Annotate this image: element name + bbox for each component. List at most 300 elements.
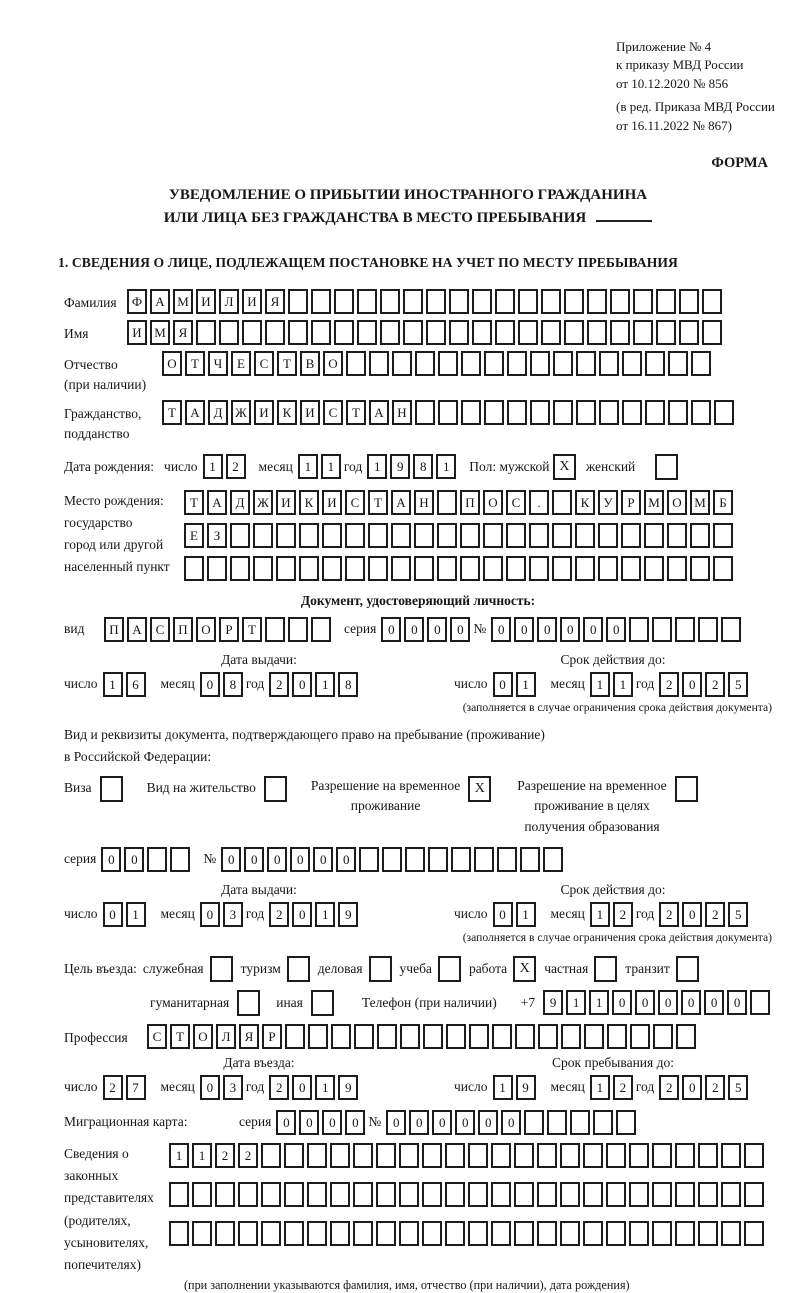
sex-female-checkbox[interactable]	[655, 454, 678, 480]
char-cell[interactable]	[537, 1221, 557, 1246]
char-cell[interactable]: 1	[169, 1143, 189, 1168]
char-cell[interactable]	[616, 1110, 636, 1135]
char-cell[interactable]	[380, 289, 400, 314]
char-cell[interactable]: 0	[292, 1075, 312, 1100]
char-cell[interactable]: Е	[231, 351, 251, 376]
char-cell[interactable]: С	[150, 617, 170, 642]
char-cell[interactable]	[543, 847, 563, 872]
char-cell[interactable]	[656, 320, 676, 345]
char-cell[interactable]	[702, 289, 722, 314]
char-cell[interactable]: Т	[184, 490, 204, 515]
char-cell[interactable]	[630, 1024, 650, 1049]
char-cell[interactable]	[414, 556, 434, 581]
char-cell[interactable]: Н	[414, 490, 434, 515]
char-cell[interactable]	[560, 1182, 580, 1207]
char-cell[interactable]	[676, 1024, 696, 1049]
char-cell[interactable]: 1	[590, 1075, 610, 1100]
char-cell[interactable]	[330, 1221, 350, 1246]
char-cell[interactable]: 1	[589, 990, 609, 1015]
char-cell[interactable]	[423, 1024, 443, 1049]
char-cell[interactable]	[285, 1024, 305, 1049]
char-cell[interactable]: О	[193, 1024, 213, 1049]
char-cell[interactable]: 0	[493, 672, 513, 697]
char-cell[interactable]: 2	[613, 1075, 633, 1100]
char-cell[interactable]: 0	[427, 617, 447, 642]
char-cell[interactable]	[461, 351, 481, 376]
char-cell[interactable]: 7	[126, 1075, 146, 1100]
char-cell[interactable]	[652, 1182, 672, 1207]
char-cell[interactable]: 0	[478, 1110, 498, 1135]
char-cell[interactable]: 0	[682, 1075, 702, 1100]
char-cell[interactable]: 0	[501, 1110, 521, 1135]
char-cell[interactable]: 1	[493, 1075, 513, 1100]
char-cell[interactable]: 1	[590, 672, 610, 697]
char-cell[interactable]	[629, 1182, 649, 1207]
char-cell[interactable]	[702, 320, 722, 345]
char-cell[interactable]	[514, 1143, 534, 1168]
char-cell[interactable]	[391, 523, 411, 548]
char-cell[interactable]: П	[173, 617, 193, 642]
char-cell[interactable]: 0	[432, 1110, 452, 1135]
char-cell[interactable]	[698, 1182, 718, 1207]
char-cell[interactable]: П	[460, 490, 480, 515]
char-cell[interactable]	[497, 847, 517, 872]
char-cell[interactable]: 1	[315, 902, 335, 927]
char-cell[interactable]: 5	[728, 672, 748, 697]
purpose-work-checkbox[interactable]: X	[513, 956, 536, 982]
char-cell[interactable]: 2	[705, 902, 725, 927]
char-cell[interactable]	[253, 556, 273, 581]
char-cell[interactable]: 0	[409, 1110, 429, 1135]
char-cell[interactable]: Л	[216, 1024, 236, 1049]
char-cell[interactable]	[469, 1024, 489, 1049]
char-cell[interactable]	[403, 289, 423, 314]
char-cell[interactable]	[345, 523, 365, 548]
char-cell[interactable]: 0	[200, 1075, 220, 1100]
char-cell[interactable]	[468, 1143, 488, 1168]
char-cell[interactable]	[621, 556, 641, 581]
char-cell[interactable]	[530, 400, 550, 425]
char-cell[interactable]	[653, 1024, 673, 1049]
char-cell[interactable]	[675, 1182, 695, 1207]
char-cell[interactable]	[215, 1182, 235, 1207]
char-cell[interactable]	[606, 1221, 626, 1246]
char-cell[interactable]	[357, 289, 377, 314]
char-cell[interactable]	[537, 1182, 557, 1207]
char-cell[interactable]	[230, 523, 250, 548]
char-cell[interactable]: 2	[705, 672, 725, 697]
char-cell[interactable]: 0	[491, 617, 511, 642]
char-cell[interactable]	[284, 1182, 304, 1207]
char-cell[interactable]: 1	[590, 902, 610, 927]
char-cell[interactable]: К	[299, 490, 319, 515]
char-cell[interactable]: 0	[404, 617, 424, 642]
char-cell[interactable]	[169, 1182, 189, 1207]
char-cell[interactable]: Т	[185, 351, 205, 376]
char-cell[interactable]	[570, 1110, 590, 1135]
char-cell[interactable]: О	[667, 490, 687, 515]
char-cell[interactable]: 0	[103, 902, 123, 927]
char-cell[interactable]	[299, 556, 319, 581]
char-cell[interactable]	[560, 1221, 580, 1246]
char-cell[interactable]	[575, 556, 595, 581]
char-cell[interactable]	[261, 1182, 281, 1207]
char-cell[interactable]	[515, 1024, 535, 1049]
char-cell[interactable]: 0	[612, 990, 632, 1015]
char-cell[interactable]	[520, 847, 540, 872]
char-cell[interactable]: М	[150, 320, 170, 345]
char-cell[interactable]	[675, 1221, 695, 1246]
char-cell[interactable]	[265, 320, 285, 345]
char-cell[interactable]	[261, 1221, 281, 1246]
char-cell[interactable]	[368, 556, 388, 581]
char-cell[interactable]: 1	[436, 454, 456, 479]
char-cell[interactable]	[552, 523, 572, 548]
char-cell[interactable]: С	[506, 490, 526, 515]
purpose-humanitarian-checkbox[interactable]	[237, 990, 260, 1016]
char-cell[interactable]	[679, 289, 699, 314]
char-cell[interactable]	[714, 400, 734, 425]
char-cell[interactable]	[276, 523, 296, 548]
purpose-official-checkbox[interactable]	[210, 956, 233, 982]
char-cell[interactable]	[721, 617, 741, 642]
char-cell[interactable]	[553, 400, 573, 425]
char-cell[interactable]	[483, 523, 503, 548]
purpose-tourism-checkbox[interactable]	[287, 956, 310, 982]
char-cell[interactable]	[369, 351, 389, 376]
char-cell[interactable]: .	[529, 490, 549, 515]
char-cell[interactable]	[242, 320, 262, 345]
char-cell[interactable]	[529, 523, 549, 548]
char-cell[interactable]	[359, 847, 379, 872]
char-cell[interactable]	[584, 1024, 604, 1049]
char-cell[interactable]	[215, 1221, 235, 1246]
char-cell[interactable]: 1	[321, 454, 341, 479]
char-cell[interactable]: О	[483, 490, 503, 515]
char-cell[interactable]	[474, 847, 494, 872]
char-cell[interactable]	[422, 1221, 442, 1246]
char-cell[interactable]: Я	[265, 289, 285, 314]
char-cell[interactable]: К	[277, 400, 297, 425]
char-cell[interactable]	[593, 1110, 613, 1135]
char-cell[interactable]	[606, 1143, 626, 1168]
char-cell[interactable]	[376, 1221, 396, 1246]
char-cell[interactable]	[445, 1182, 465, 1207]
char-cell[interactable]: Т	[277, 351, 297, 376]
char-cell[interactable]	[307, 1143, 327, 1168]
char-cell[interactable]	[541, 320, 561, 345]
char-cell[interactable]	[353, 1143, 373, 1168]
char-cell[interactable]	[506, 523, 526, 548]
char-cell[interactable]	[415, 351, 435, 376]
char-cell[interactable]	[196, 320, 216, 345]
temp-residence-checkbox[interactable]: X	[468, 776, 491, 802]
char-cell[interactable]: О	[196, 617, 216, 642]
char-cell[interactable]	[679, 320, 699, 345]
char-cell[interactable]	[380, 320, 400, 345]
char-cell[interactable]	[518, 320, 538, 345]
char-cell[interactable]: О	[323, 351, 343, 376]
char-cell[interactable]: 2	[269, 1075, 289, 1100]
char-cell[interactable]: 1	[203, 454, 223, 479]
char-cell[interactable]: 0	[221, 847, 241, 872]
char-cell[interactable]	[621, 523, 641, 548]
purpose-study-checkbox[interactable]	[438, 956, 461, 982]
char-cell[interactable]	[219, 320, 239, 345]
char-cell[interactable]: 9	[543, 990, 563, 1015]
char-cell[interactable]	[514, 1221, 534, 1246]
char-cell[interactable]: Т	[242, 617, 262, 642]
char-cell[interactable]	[713, 523, 733, 548]
char-cell[interactable]: 3	[223, 1075, 243, 1100]
char-cell[interactable]	[629, 1143, 649, 1168]
char-cell[interactable]	[560, 1143, 580, 1168]
char-cell[interactable]: А	[207, 490, 227, 515]
char-cell[interactable]: 0	[560, 617, 580, 642]
char-cell[interactable]: М	[173, 289, 193, 314]
char-cell[interactable]: Ч	[208, 351, 228, 376]
char-cell[interactable]: 2	[705, 1075, 725, 1100]
char-cell[interactable]	[506, 556, 526, 581]
char-cell[interactable]: 8	[223, 672, 243, 697]
char-cell[interactable]	[311, 320, 331, 345]
char-cell[interactable]	[652, 617, 672, 642]
char-cell[interactable]: С	[345, 490, 365, 515]
char-cell[interactable]: 9	[390, 454, 410, 479]
char-cell[interactable]	[537, 1143, 557, 1168]
purpose-other-checkbox[interactable]	[311, 990, 334, 1016]
char-cell[interactable]	[721, 1221, 741, 1246]
char-cell[interactable]	[334, 320, 354, 345]
char-cell[interactable]	[518, 289, 538, 314]
char-cell[interactable]	[399, 1182, 419, 1207]
char-cell[interactable]	[147, 847, 167, 872]
visa-checkbox[interactable]	[100, 776, 123, 802]
char-cell[interactable]	[253, 523, 273, 548]
char-cell[interactable]: С	[147, 1024, 167, 1049]
char-cell[interactable]	[629, 617, 649, 642]
char-cell[interactable]	[382, 847, 402, 872]
char-cell[interactable]	[330, 1182, 350, 1207]
char-cell[interactable]	[192, 1221, 212, 1246]
char-cell[interactable]	[392, 351, 412, 376]
char-cell[interactable]: 0	[514, 617, 534, 642]
char-cell[interactable]	[607, 1024, 627, 1049]
char-cell[interactable]: Т	[162, 400, 182, 425]
char-cell[interactable]: 0	[493, 902, 513, 927]
char-cell[interactable]: 0	[345, 1110, 365, 1135]
char-cell[interactable]	[629, 1221, 649, 1246]
char-cell[interactable]	[468, 1182, 488, 1207]
purpose-transit-checkbox[interactable]	[676, 956, 699, 982]
char-cell[interactable]	[576, 351, 596, 376]
char-cell[interactable]	[422, 1143, 442, 1168]
char-cell[interactable]	[483, 556, 503, 581]
char-cell[interactable]	[307, 1221, 327, 1246]
char-cell[interactable]: Ж	[253, 490, 273, 515]
char-cell[interactable]: У	[598, 490, 618, 515]
char-cell[interactable]	[633, 289, 653, 314]
char-cell[interactable]	[391, 556, 411, 581]
char-cell[interactable]: 8	[413, 454, 433, 479]
char-cell[interactable]	[561, 1024, 581, 1049]
char-cell[interactable]	[633, 320, 653, 345]
char-cell[interactable]	[491, 1182, 511, 1207]
char-cell[interactable]: 1	[126, 902, 146, 927]
char-cell[interactable]	[744, 1143, 764, 1168]
char-cell[interactable]	[377, 1024, 397, 1049]
char-cell[interactable]	[428, 847, 448, 872]
char-cell[interactable]	[308, 1024, 328, 1049]
char-cell[interactable]	[472, 289, 492, 314]
char-cell[interactable]	[403, 320, 423, 345]
char-cell[interactable]: В	[300, 351, 320, 376]
char-cell[interactable]	[299, 523, 319, 548]
char-cell[interactable]: 0	[313, 847, 333, 872]
char-cell[interactable]	[357, 320, 377, 345]
char-cell[interactable]	[460, 556, 480, 581]
char-cell[interactable]: 6	[126, 672, 146, 697]
char-cell[interactable]	[353, 1182, 373, 1207]
char-cell[interactable]	[575, 523, 595, 548]
char-cell[interactable]: С	[254, 351, 274, 376]
char-cell[interactable]	[599, 400, 619, 425]
char-cell[interactable]: 0	[658, 990, 678, 1015]
char-cell[interactable]: Л	[219, 289, 239, 314]
char-cell[interactable]: Я	[173, 320, 193, 345]
char-cell[interactable]	[721, 1143, 741, 1168]
char-cell[interactable]: К	[575, 490, 595, 515]
char-cell[interactable]	[399, 1143, 419, 1168]
char-cell[interactable]: З	[207, 523, 227, 548]
char-cell[interactable]: 0	[267, 847, 287, 872]
char-cell[interactable]	[468, 1221, 488, 1246]
char-cell[interactable]: 0	[704, 990, 724, 1015]
char-cell[interactable]	[644, 556, 664, 581]
char-cell[interactable]	[288, 289, 308, 314]
char-cell[interactable]	[698, 1221, 718, 1246]
char-cell[interactable]	[334, 289, 354, 314]
char-cell[interactable]	[311, 289, 331, 314]
char-cell[interactable]	[265, 617, 285, 642]
char-cell[interactable]	[610, 320, 630, 345]
char-cell[interactable]: 1	[516, 672, 536, 697]
char-cell[interactable]	[346, 351, 366, 376]
char-cell[interactable]: А	[185, 400, 205, 425]
char-cell[interactable]: 0	[299, 1110, 319, 1135]
char-cell[interactable]: 9	[338, 1075, 358, 1100]
char-cell[interactable]	[652, 1221, 672, 1246]
char-cell[interactable]	[667, 556, 687, 581]
char-cell[interactable]: 9	[338, 902, 358, 927]
char-cell[interactable]	[690, 556, 710, 581]
char-cell[interactable]: И	[242, 289, 262, 314]
char-cell[interactable]	[744, 1221, 764, 1246]
char-cell[interactable]	[345, 556, 365, 581]
char-cell[interactable]: 0	[276, 1110, 296, 1135]
char-cell[interactable]: 5	[728, 1075, 748, 1100]
char-cell[interactable]: 1	[192, 1143, 212, 1168]
char-cell[interactable]	[437, 490, 457, 515]
char-cell[interactable]: Я	[239, 1024, 259, 1049]
char-cell[interactable]: Р	[219, 617, 239, 642]
char-cell[interactable]: 2	[613, 902, 633, 927]
char-cell[interactable]: И	[300, 400, 320, 425]
char-cell[interactable]	[376, 1143, 396, 1168]
char-cell[interactable]	[713, 556, 733, 581]
char-cell[interactable]	[507, 400, 527, 425]
char-cell[interactable]	[353, 1221, 373, 1246]
char-cell[interactable]	[426, 289, 446, 314]
char-cell[interactable]: 2	[269, 902, 289, 927]
char-cell[interactable]	[552, 556, 572, 581]
char-cell[interactable]: Т	[346, 400, 366, 425]
char-cell[interactable]	[675, 617, 695, 642]
char-cell[interactable]	[495, 320, 515, 345]
char-cell[interactable]	[238, 1221, 258, 1246]
char-cell[interactable]	[698, 617, 718, 642]
char-cell[interactable]: Д	[208, 400, 228, 425]
char-cell[interactable]: С	[323, 400, 343, 425]
char-cell[interactable]	[538, 1024, 558, 1049]
char-cell[interactable]: 0	[290, 847, 310, 872]
temp-residence-education-checkbox[interactable]	[675, 776, 698, 802]
purpose-business-checkbox[interactable]	[369, 956, 392, 982]
char-cell[interactable]	[587, 320, 607, 345]
char-cell[interactable]	[169, 1221, 189, 1246]
char-cell[interactable]	[451, 847, 471, 872]
char-cell[interactable]: М	[644, 490, 664, 515]
char-cell[interactable]: 0	[606, 617, 626, 642]
char-cell[interactable]	[583, 1221, 603, 1246]
char-cell[interactable]: 0	[455, 1110, 475, 1135]
char-cell[interactable]	[507, 351, 527, 376]
char-cell[interactable]: 2	[226, 454, 246, 479]
char-cell[interactable]	[276, 556, 296, 581]
char-cell[interactable]	[491, 1221, 511, 1246]
char-cell[interactable]	[437, 556, 457, 581]
char-cell[interactable]	[698, 1143, 718, 1168]
char-cell[interactable]: 2	[238, 1143, 258, 1168]
char-cell[interactable]	[484, 351, 504, 376]
char-cell[interactable]	[576, 400, 596, 425]
char-cell[interactable]: 0	[682, 902, 702, 927]
char-cell[interactable]	[492, 1024, 512, 1049]
char-cell[interactable]: 8	[338, 672, 358, 697]
char-cell[interactable]	[192, 1182, 212, 1207]
char-cell[interactable]: Р	[262, 1024, 282, 1049]
char-cell[interactable]	[230, 556, 250, 581]
char-cell[interactable]	[414, 523, 434, 548]
char-cell[interactable]	[415, 400, 435, 425]
char-cell[interactable]: 0	[200, 902, 220, 927]
char-cell[interactable]	[405, 847, 425, 872]
char-cell[interactable]	[530, 351, 550, 376]
char-cell[interactable]: 0	[244, 847, 264, 872]
char-cell[interactable]	[541, 289, 561, 314]
char-cell[interactable]: И	[322, 490, 342, 515]
char-cell[interactable]	[449, 289, 469, 314]
char-cell[interactable]	[449, 320, 469, 345]
char-cell[interactable]: А	[150, 289, 170, 314]
residence-permit-checkbox[interactable]	[264, 776, 287, 802]
char-cell[interactable]: 1	[298, 454, 318, 479]
char-cell[interactable]: Б	[713, 490, 733, 515]
char-cell[interactable]: 0	[386, 1110, 406, 1135]
char-cell[interactable]	[583, 1182, 603, 1207]
char-cell[interactable]: 0	[292, 902, 312, 927]
char-cell[interactable]: Ф	[127, 289, 147, 314]
